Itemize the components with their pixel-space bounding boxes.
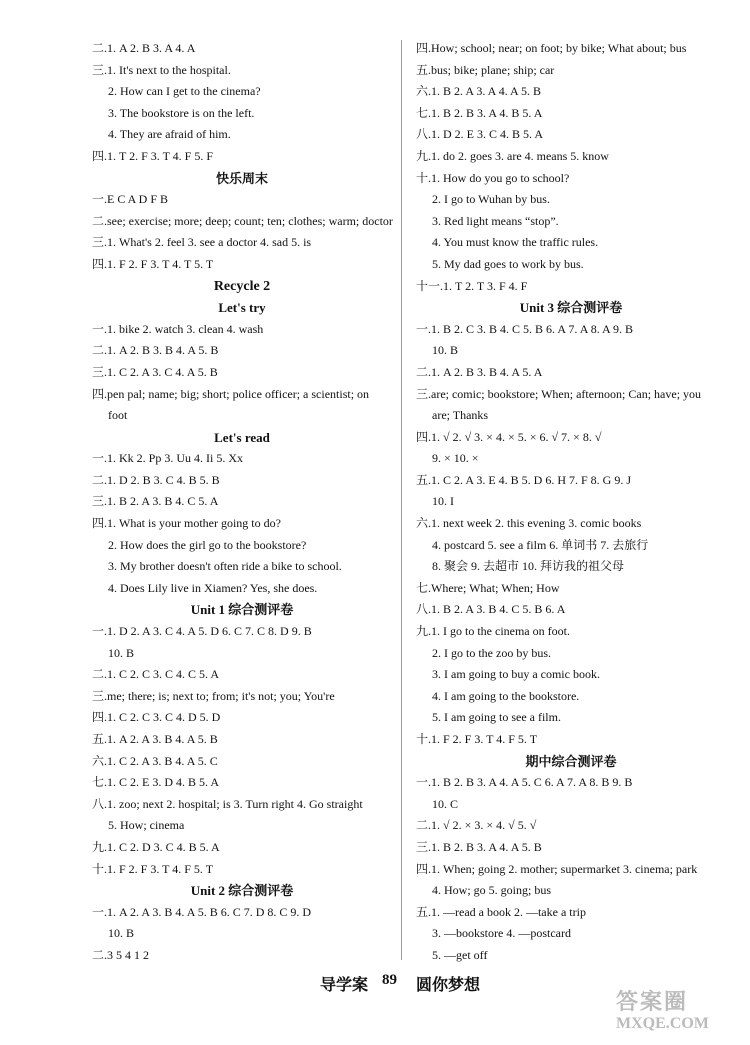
section-heading: Let's try	[218, 300, 266, 316]
answer-line: 五.1. A 2. A 3. B 4. A 5. B	[92, 732, 218, 746]
answer-line: 2. How does the girl go to the bookstore?	[108, 537, 307, 552]
section-heading: 期中综合测评卷	[525, 753, 617, 769]
answer-line: 10. B	[108, 926, 135, 941]
answer-line: 4. postcard 5. see a film 6. 单词书 7. 去旅行	[432, 537, 649, 552]
answer-line: 四.1. C 2. C 3. C 4. D 5. D	[92, 710, 221, 725]
answer-line: 一.1. B 2. C 3. B 4. C 5. B 6. A 7. A 8. A 9. B	[416, 321, 634, 336]
answer-line: 三.1. C 2. A 3. C 4. A 5. B	[92, 364, 218, 379]
answer-line: 九.1. do 2. goes 3. are 4. means 5. know	[416, 148, 609, 163]
page-footer	[320, 968, 520, 998]
right-column	[416, 38, 726, 967]
answer-line: 八.1. D 2. E 3. C 4. B 5. A	[416, 127, 544, 142]
answer-line: 八.1. zoo; next 2. hospital; is 3. Turn right 4. Go straight	[92, 796, 363, 811]
section-heading: Recycle 2	[213, 278, 271, 294]
answer-line: 十.1. F 2. F 3. T 4. F 5. T	[416, 732, 538, 746]
page-number: 89	[382, 972, 397, 988]
answer-line: 4. Does Lily live in Xiamen? Yes, she does.	[108, 580, 318, 595]
answer-line: 三.me; there; is; next to; from; it's not; you; You're	[92, 688, 335, 703]
answer-line: 3. Red light means “stop”.	[432, 213, 559, 228]
answer-line: 四.1. F 2. F 3. T 4. T 5. T	[92, 256, 214, 271]
answer-line: 一.1. A 2. A 3. B 4. A 5. B 6. C 7. D 8. C 9. D	[92, 904, 312, 919]
answer-line: 10. I	[432, 494, 454, 509]
answer-line: 八.1. B 2. A 3. B 4. C 5. B 6. A	[416, 602, 566, 617]
answer-line: 六.1. C 2. A 3. B 4. A 5. C	[92, 753, 218, 768]
answer-line: 二.1. C 2. C 3. C 4. C 5. A	[92, 667, 220, 682]
answer-line: 4. They are afraid of him.	[108, 127, 231, 142]
answer-line: 5. How; cinema	[108, 818, 185, 833]
answer-line: 四.pen pal; name; big; short; police officer; a scientist; on	[92, 386, 370, 401]
answer-line: 9. × 10. ×	[432, 451, 479, 466]
answer-line: 10. B	[432, 343, 459, 358]
answer-line: 十.1. How do you go to school?	[416, 170, 570, 185]
footer-brand-right: 圆你梦想	[416, 977, 481, 994]
answer-line: 2. I go to the zoo by bus.	[432, 645, 551, 660]
answer-line: 三.1. B 2. B 3. A 4. A 5. B	[416, 839, 542, 854]
answer-line: 十一.1. T 2. T 3. F 4. F	[416, 278, 528, 293]
answer-line: 10. B	[108, 645, 135, 660]
section-heading: Let's read	[214, 429, 270, 445]
answer-line: 九.1. I go to the cinema on foot.	[416, 624, 570, 639]
answer-line: 七.Where; What; When; How	[416, 580, 560, 595]
answer-line: 二.1. D 2. B 3. C 4. B 5. B	[92, 472, 220, 487]
answer-line: 3. The bookstore is on the left.	[108, 105, 255, 120]
section-heading: Unit 1 综合测评卷	[190, 602, 294, 618]
watermark-logo	[616, 990, 746, 1040]
answer-line: are; Thanks	[432, 408, 489, 423]
answer-line: 二.see; exercise; more; deep; count; ten; clothes; warm; doctor	[92, 213, 393, 228]
answer-line: 六.1. B 2. A 3. A 4. A 5. B	[416, 84, 542, 99]
answer-line: 七.1. C 2. E 3. D 4. B 5. A	[92, 775, 220, 790]
watermark-top: 答案圈	[616, 989, 689, 1014]
answer-line: 五.1. —read a book 2. —take a trip	[416, 904, 586, 919]
answer-line: 四.How; school; near; on foot; by bike; What about; bus	[416, 41, 687, 55]
answer-line: 二.1. A 2. B 3. B 4. A 5. A	[416, 364, 543, 379]
answer-line: 九.1. C 2. D 3. C 4. B 5. A	[92, 839, 220, 854]
answer-line: 三.1. What's 2. feel 3. see a doctor 4. sad 5. is	[92, 235, 312, 250]
answer-line: 五.1. C 2. A 3. E 4. B 5. D 6. H 7. F 8. G 9. J	[416, 472, 632, 487]
answer-line: 3. My brother doesn't often ride a bike to school.	[108, 559, 342, 574]
answer-line: 四.1. What is your mother going to do?	[92, 516, 281, 531]
answer-line: 四.1. √ 2. √ 3. × 4. × 5. × 6. √ 7. × 8. √	[416, 429, 602, 444]
answer-line: 十.1. F 2. F 3. T 4. F 5. T	[92, 861, 214, 876]
answer-line: 一.1. B 2. B 3. A 4. A 5. C 6. A 7. A 8. B 9. B	[416, 775, 633, 790]
answer-line: 二.1. A 2. B 3. A 4. A	[92, 41, 196, 55]
answer-line: 二.1. A 2. B 3. B 4. A 5. B	[92, 343, 219, 358]
watermark-bottom: MXQE.COM	[616, 1015, 709, 1032]
section-heading: 快乐周末	[215, 170, 268, 186]
section-heading: Unit 2 综合测评卷	[190, 883, 294, 899]
answer-line: 4. You must know the traffic rules.	[432, 235, 599, 250]
answer-line: 4. How; go 5. going; bus	[432, 883, 552, 898]
answer-line: 一.1. Kk 2. Pp 3. Uu 4. Ii 5. Xx	[92, 451, 244, 466]
answer-line: 2. How can I get to the cinema?	[108, 84, 261, 99]
answer-line: 10. C	[432, 796, 459, 811]
answer-line: 5. —get off	[432, 947, 488, 962]
section-heading: Unit 3 综合测评卷	[519, 300, 623, 316]
answer-line: 4. I am going to the bookstore.	[432, 688, 580, 703]
answer-line: 一.1. D 2. A 3. C 4. A 5. D 6. C 7. C 8. D 9. B	[92, 624, 312, 639]
answer-line: 5. My dad goes to work by bus.	[432, 256, 584, 271]
left-column	[92, 38, 392, 967]
footer-brand-left: 导学案	[320, 977, 369, 994]
answer-line: 2. I go to Wuhan by bus.	[432, 192, 550, 207]
answer-line: 二.1. √ 2. × 3. × 4. √ 5. √	[416, 818, 537, 833]
answer-line: 8. 聚会 9. 去超市 10. 拜访我的祖父母	[432, 559, 625, 574]
column-divider	[401, 40, 402, 960]
answer-line: 六.1. next week 2. this evening 3. comic books	[416, 516, 642, 531]
answer-line: 五.bus; bike; plane; ship; car	[416, 62, 555, 77]
answer-line: 四.1. T 2. F 3. T 4. F 5. F	[92, 148, 214, 163]
answer-line: 四.1. When; going 2. mother; supermarket 3. cinema; park	[416, 861, 698, 876]
answer-line: 二.3 5 4 1 2	[92, 947, 150, 962]
answer-line: 3. —bookstore 4. —postcard	[432, 926, 571, 941]
answer-line: 一.E C A D F B	[92, 192, 169, 207]
answer-line: 3. I am going to buy a comic book.	[432, 667, 600, 682]
answer-line: 三.are; comic; bookstore; When; afternoon; Can; have; you	[416, 386, 702, 401]
answer-line: 三.1. It's next to the hospital.	[92, 62, 231, 77]
answer-line: 5. I am going to see a film.	[432, 710, 561, 725]
answer-line: 七.1. B 2. B 3. A 4. B 5. A	[416, 105, 543, 120]
answer-line: 一.1. bike 2. watch 3. clean 4. wash	[92, 321, 264, 336]
answer-line: 三.1. B 2. A 3. B 4. C 5. A	[92, 494, 219, 509]
answer-line: foot	[108, 408, 128, 423]
